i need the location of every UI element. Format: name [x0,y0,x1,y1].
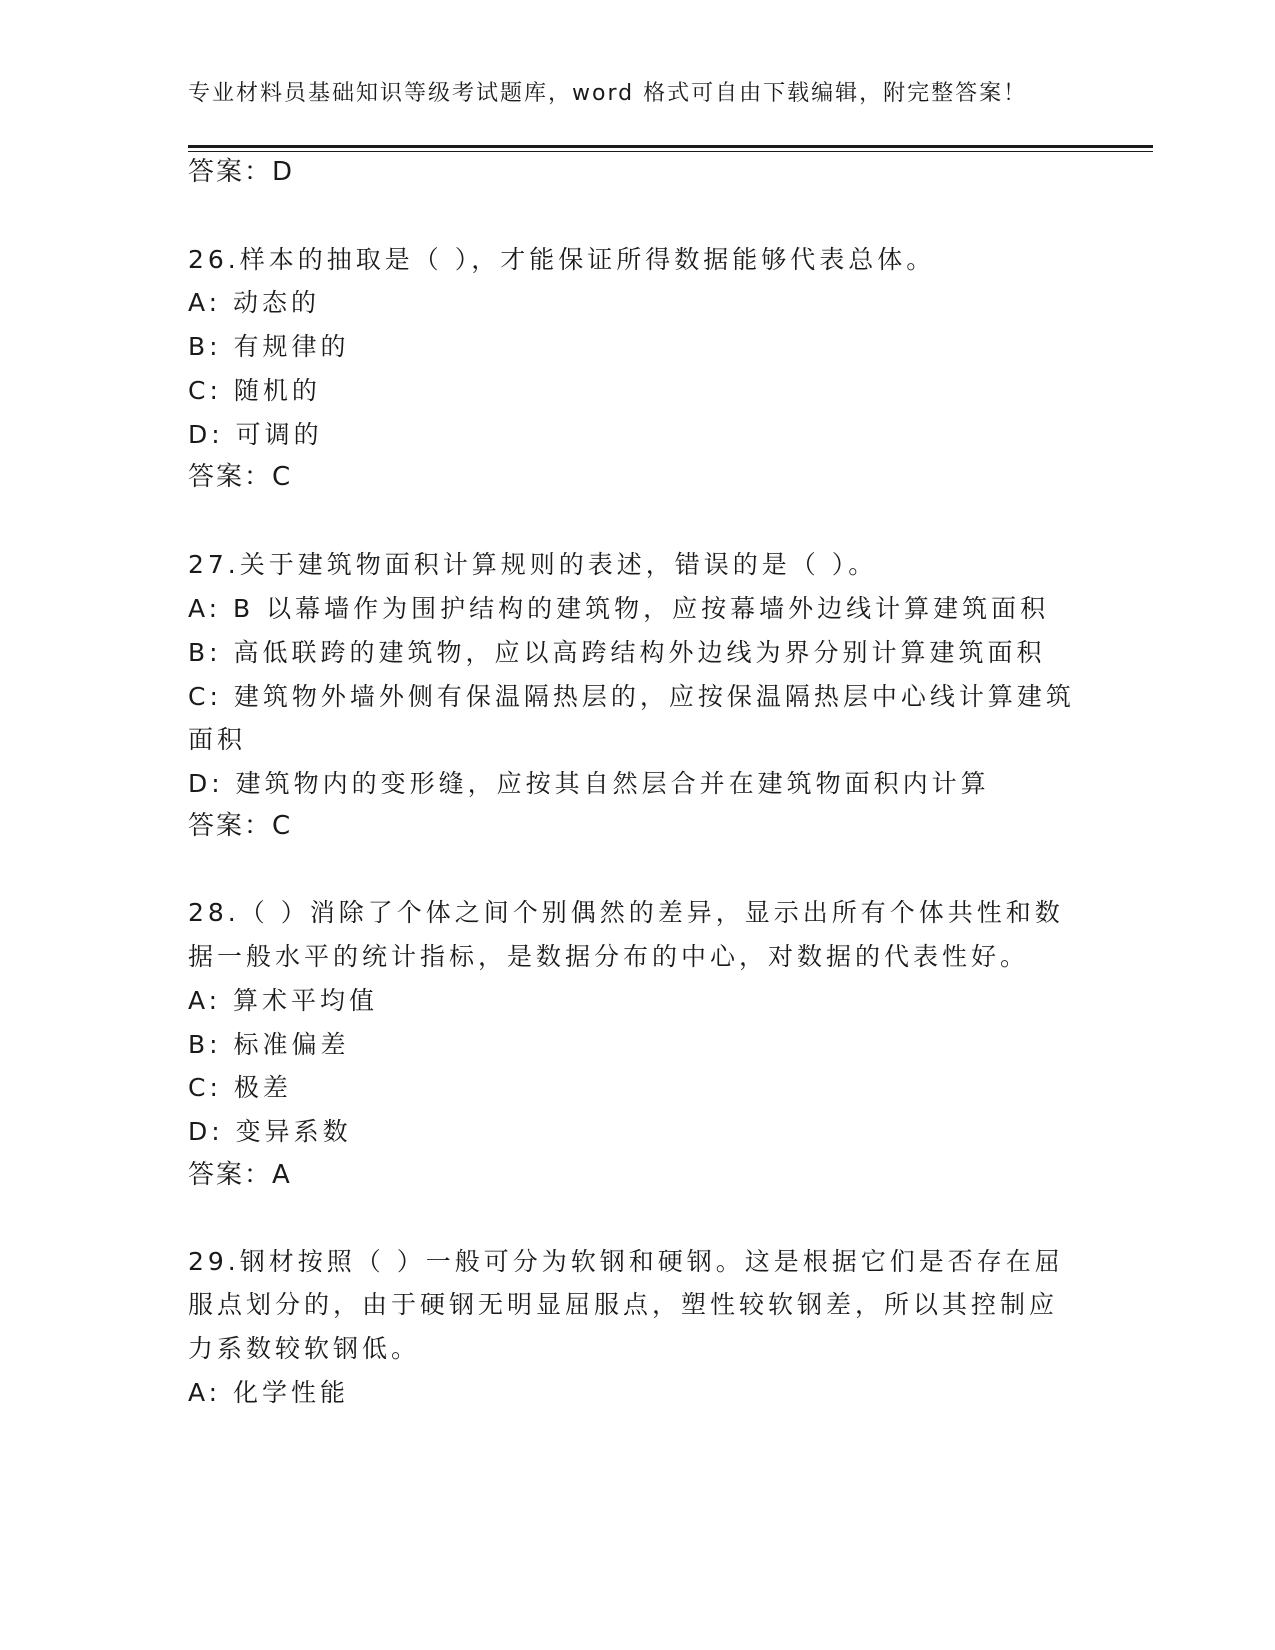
option-d: D: 变异系数 [188,1117,352,1146]
answer: 答案：A [188,1160,292,1190]
question-stem-line-1: 28.（ ）消除了个体之间个别偶然的差异，显示出所有个体共性和数 [188,898,1064,927]
option-c: C: 建筑物外墙外侧有保温隔热层的，应按保温隔热层中心线计算建筑 [188,682,1075,711]
option-c: C: 极差 [188,1073,292,1102]
answer: 答案：C [188,462,293,492]
page-header: 专业材料员基础知识等级考试题库，word 格式可自由下载编辑，附完整答案！ [188,81,1028,106]
option-a: A: 算术平均值 [188,986,379,1015]
question-stem-line-2: 据一般水平的统计指标，是数据分布的中心，对数据的代表性好。 [188,942,1030,971]
option-d: D: 可调的 [188,420,323,449]
option-b: B: 高低联跨的建筑物，应以高跨结构外边线为界分别计算建筑面积 [188,638,1046,667]
option-b: B: 标准偏差 [188,1030,350,1059]
option-a: A: 动态的 [188,288,321,317]
option-a: A: 化学性能 [188,1378,350,1407]
question-stem-line-3: 力系数较软钢低。 [188,1334,421,1363]
question-stem-line-1: 29.钢材按照（ ）一般可分为软钢和硬钢。这是根据它们是否存在屈 [188,1247,1064,1276]
question-stem-line-2: 服点划分的，由于硬钢无明显屈服点，塑性较软钢差，所以其控制应 [188,1290,1059,1319]
question-stem: 26.样本的抽取是（ ），才能保证所得数据能够代表总体。 [188,245,936,274]
option-b: B: 有规律的 [188,332,350,361]
header-rule-thin [188,151,1153,152]
option-a: A: B 以幕墙作为围护结构的建筑物，应按幕墙外边线计算建筑面积 [188,594,1050,623]
answer: 答案：C [188,811,293,841]
option-c-continued: 面积 [188,725,247,754]
question-stem: 27.关于建筑物面积计算规则的表述，错误的是（ ）。 [188,550,878,579]
option-c: C: 随机的 [188,376,321,405]
option-d: D: 建筑物内的变形缝，应按其自然层合并在建筑物面积内计算 [188,769,990,798]
header-rule-thick [188,145,1153,148]
previous-answer: 答案：D [188,157,295,187]
